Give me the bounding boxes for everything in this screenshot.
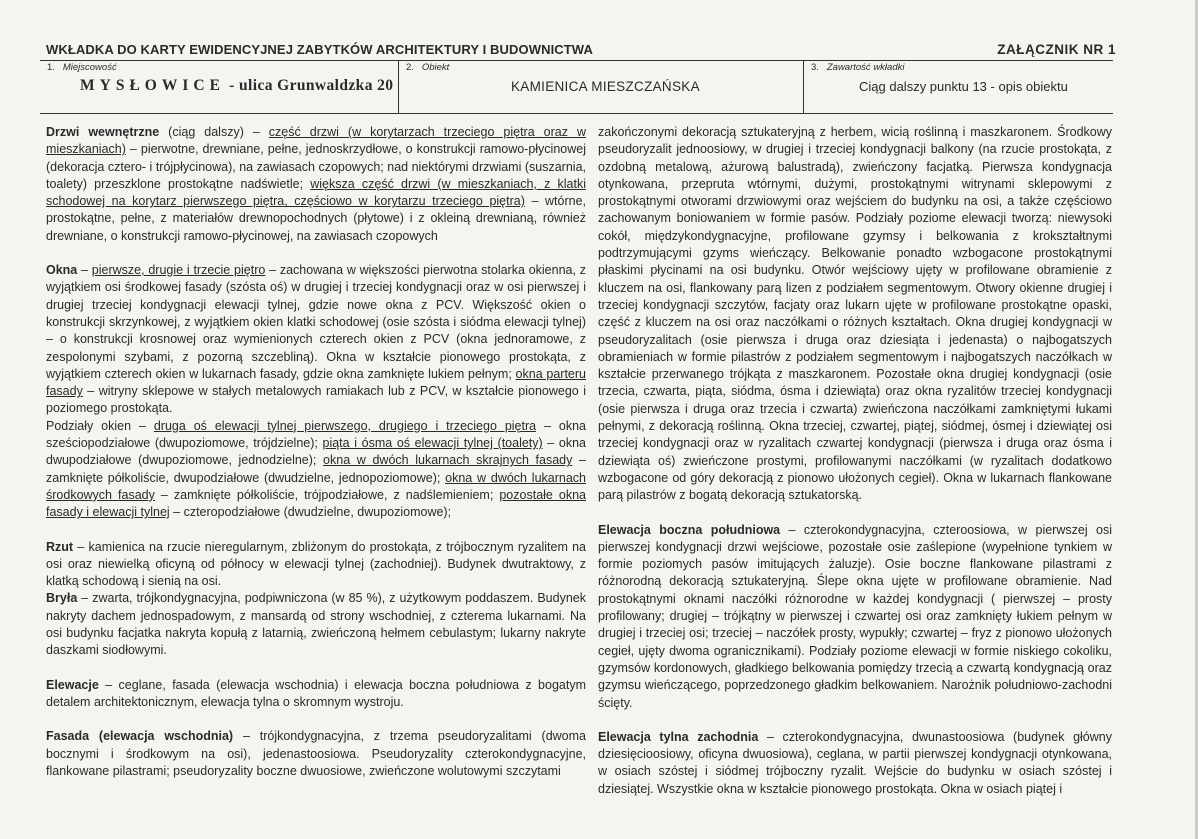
underlined-phrase: druga oś elewacji tylnej pierwszego, drugiego i trzeciego piętra xyxy=(153,418,537,433)
body-text: – zamknięte półkoliście, dwupodziałowe (dwudzielne, jednopoziomowe); xyxy=(46,453,586,485)
annex-label: ZAŁĄCZNIK NR 1 xyxy=(997,42,1116,57)
object-value: KAMIENICA MIESZCZAŃSKA xyxy=(511,79,700,94)
section-heading: Elewacja boczna południowa xyxy=(598,522,781,537)
field-label: Miejscowość xyxy=(62,62,117,73)
city-name: MYSŁOWICE xyxy=(80,77,225,94)
field-number: 2. xyxy=(406,62,414,73)
section-heading: Bryła xyxy=(46,591,78,606)
section-heading: Elewacje xyxy=(46,677,99,692)
body-text: – zamknięte półkoliście, trójpodziałowe, z nadślemieniem; xyxy=(154,487,500,502)
underlined-phrase: piąta i ósma oś elewacji tylnej (toalety) xyxy=(322,436,543,451)
field-object xyxy=(398,61,804,113)
body-text: – xyxy=(77,263,92,278)
paragraph-plan xyxy=(46,539,586,591)
section-heading: Elewacja tylna zachodnia xyxy=(598,729,759,744)
body-text: – czterokondygnacyjna, czteroosiowa, w pierwszej osi pierwszej kondygnacji drzwi wejściowe, pozostałe osie zaślepione (wypełnione tynkiem w formie poziomych pasów imitujących żaluzje). Osie boczne flankowane pilastrami z różnorodną dekoracją sztukateryjną. Ślepe okna ujęte w profilowane obramienie. Nad prostokątnymi oknami naczółki różnorodne w każdej kondygnacji ( pierwszej – prosty profilowany; drugiej – trójkątny w pierwszej i czwartej osi oraz zamknięty łukiem pełnym w drugiej i trzeciej osi; trzeciej – naczółek prosty, wypukły; czwartej – fryz z pionowo ułożonych cegieł, ujęty dwoma ogranicznikami). Podziały poziome elewacji w formie niskiego cokoliku, gzymsów kordonowych, gładkiego belkowania pomiędzy trzecią a czwartą kondygnacją oraz gzymsu wieńczącego, poprzedzonego gładkim belkowaniem. Narożnik południowo-zachodni ścięty. xyxy=(598,522,1112,710)
section-heading: Rzut xyxy=(46,539,74,554)
section-heading: Okna xyxy=(46,263,78,278)
paragraph-mass xyxy=(46,590,586,659)
field-contents xyxy=(803,61,1114,113)
paragraph-doors xyxy=(46,124,586,245)
body-text: – czteropodziałowe (dwudzielne, dwupoziomowe); xyxy=(169,505,452,520)
paragraph-facade-continued xyxy=(598,124,1112,505)
body-text: Podziały okien – xyxy=(46,418,154,433)
field-label: Obiekt xyxy=(421,62,450,73)
underlined-phrase: część drzwi (w korytarzach trzeciego piętra oraz w mieszkaniach) xyxy=(46,125,586,157)
contents-value: Ciąg dalszy punktu 13 - opis obiektu xyxy=(859,79,1068,94)
underlined-phrase: okna w dwóch lukarnach skrajnych fasady xyxy=(323,453,573,468)
field-number: 1. xyxy=(47,62,55,73)
underlined-phrase: okna parteru fasady xyxy=(46,366,586,399)
section-heading: Fasada (elewacja wschodnia) xyxy=(46,729,234,744)
paragraph-windows xyxy=(46,262,586,418)
underlined-phrase: pierwsze, drugie i trzecie piętro xyxy=(91,263,266,278)
paragraph-elevations xyxy=(46,677,586,712)
body-text: – zwarta, trójkondygnacyjna, podpiwniczona (w 85 %), z użytkowym poddaszem. Budynek nakryty dachem jednospadowym, z mansardą od strony wschodniej, z czterema lukarnami. Na osi budynku facjatka nakryta kopułą z latarnią, zwieńczoną hełmem cebulastym; lukarny nakryte daszkami siodłowymi. xyxy=(46,591,586,658)
field-locality xyxy=(40,61,398,113)
paragraph-south-elevation xyxy=(598,522,1112,712)
paragraph-west-elevation xyxy=(598,729,1112,798)
underlined-phrase: okna w dwóch lukarnach środkowych fasady xyxy=(46,470,586,502)
underlined-phrase: większa część drzwi (w mieszkaniach, z klatki schodowej na korytarz pierwszego piętra, częściowo w korytarzu trzeciego piętra) xyxy=(46,176,586,209)
right-column xyxy=(598,124,1112,798)
field-number: 3. xyxy=(811,62,819,73)
field-label: Zawartość wkładki xyxy=(826,62,905,73)
body-text: – czterokondygnacyjna, dwunastoosiowa (budynek główny dziesięcioosiowy, oficyna dwuosiowa), ceglana, w partii pierwszej kondygnacji otynkowana, w osiach szóstej i siódmej trójboczny ryzalit. Wejście do budynku w osiach szóstej i dziesiątej. Wszystkie okna w kształcie pionowego prostokąta. Okna w osiach piątej i xyxy=(598,729,1112,796)
body-text: – okna sześciopodziałowe (dwupoziomowe, trójdzielne); xyxy=(46,418,586,451)
section-heading: Drzwi wewnętrzne xyxy=(46,125,160,139)
left-column xyxy=(46,124,586,780)
form-title: WKŁADKA DO KARTY EWIDENCYJNEJ ZABYTKÓW ARCHITEKTURY I BUDOWNICTWA xyxy=(46,42,593,57)
body-text: – trójkondygnacyjna, z trzema pseudoryzalitami (dwoma bocznymi i środkowym na osi), jedenastoosiowa. Pseudoryzality czterokondygnacyjne, flankowane pilastrami; pseudoryzality boczne dwuosiowe, zwieńczone wolutowymi szczytami xyxy=(46,729,586,778)
paragraph-facade xyxy=(46,728,586,780)
body-text: – ceglane, fasada (elewacja wschodnia) i elewacja boczna południowa z bogatym detalem architektonicznym, elewacja tylna o skromnym wystroju. xyxy=(46,677,586,709)
locality-value xyxy=(80,77,393,95)
body-text: – okna dwupodziałowe (dwupoziomowe, jednodzielne); xyxy=(46,436,586,468)
body-text: – witryny sklepowe w stałych metalowych ramiakach lub z PCV, w kształcie pionowego i poziomego prostokąta. xyxy=(46,384,586,416)
body-text: – kamienica na rzucie nieregularnym, zbliżonym do prostokąta, z trójbocznym ryzalitem na osi oraz niewielką oficyną od północy w elewacji tylnej (zachodniej). Budynek dwutraktowy, z klatką schodową i sienią na osi. xyxy=(46,539,586,589)
paragraph-window-divisions xyxy=(46,418,586,522)
body-text: zakończonymi dekoracją sztukateryjną z herbem, wicią roślinną i maszkaronem. Środkowy pseudoryzalit jednoosiowy, w drugiej i trzeciej kondygnacji balkony (na rzucie prostokąta, z ozdobną metalową, ażurową balustradą), zwieńczony facjatką. Pierwsza kondygnacja otynkowana, przepruta wtórnymi, dużymi, prostokątnymi witrynami sklepowymi z prostokątnymi otworami drzwiowymi oraz wejściem do budynku na osi, a także częściowo zachowanym boniowaniem w formie pasów. Podziały poziome elewacji tworzą: niewysoki cokół, międzykondygnacyjne, profilowane gzymsy i belkowania z krokształtnymi podtrzymującymi gzyms wieńczący. Belkowanie ponadto wzbogacone prostokątnymi płaskimi płycinami na osi budynku. Otwór wejściowy ujęty w profilowane obramienie z kluczem na osi, flankowany parą lizen z podziałem segmentowym. Otwory okienne drugiej i trzeciej kondygnacji szczytów, facjaty oraz lukarn ujęte w profilowane prostokątne opaski, część z kluczem na osi oraz naczółkami o różnych kształtach. Okna drugiej kondygnacji w pseudoryzalitach (osie pierwsza i druga oraz dziesiąta i jedenasta) o najbogatszych obramieniach w formie pilastrów z podziałem segmentowym i najbogatszych naczółkach w kształcie przerwanego trójkąta z maszkaronem. Pozostałe okna drugiej kondygnacji (osie trzecia, czwarta, piąta, siódma, ósma i dziewiąta) oraz okna ryzalitów trzeciej kondygnacji (osie pierwsza i druga oraz trzecia i czwarta) zwieńczona naczółkami zamkniętymi łukami pełnymi, z dekoracją roślinną. Okna trzeciej, czwartej, piątej, siódmej, ósmej i dziewiątej osi trzeciej kondygnacji oraz w ryzalitach czwartej kondygnacji (pierwsza i druga oraz ósma i dziewiąta oś) zwieńczone prostymi, profilowanymi naczółkami (w ryzalitach dodatkowo wzbogacone od góry dekoracją z pionowo ułożonych cegieł). Okna w lukarnach flankowane parą pilastrów z bogatą dekoracją sztukatorską. xyxy=(598,125,1112,503)
body-text: – pierwotne, drewniane, pełne, jednoskrzydłowe, o konstrukcji ramowo-płycinowej (dekoracja cztero- i trójpłycinowa), na zawiasach czopowych; nad niektórymi drzwiami (suszarnia, toalety) przeszklone prostokątne nadświetle; xyxy=(46,142,586,191)
body-text: – zachowana w większości pierwotna stolarka okienna, z wyjątkiem osi środkowej fasady (szósta oś) w drugiej i trzeciej kondygnacji oraz w osi pierwszej i drugiej trzeciej kondygnacji elewacji tylnej, gdzie nowe okna z PCV. Większość okien o konstrukcji skrzynkowej, z wyjątkiem okien klatki schodowej (osie szósta i siódma elewacji tylnej) – o konstrukcji krosnowej oraz wymienionych czterech okien z PCV (okna jednoramowe, z zespolonymi szybami, z pozorną szczebliną). Okna w kształcie pionowego prostokąta, z wyjątkiem czterech okien w lukarnach fasady, gdzie okna zamknięte lukiem pełnym; xyxy=(46,263,586,381)
underlined-phrase: pozostałe okna fasady i elewacji tylnej xyxy=(46,487,587,520)
body-text: – wtórne, prostokątne, pełne, z materiałów drewnopochodnych (płytowe) i z okleiną drewnianą, również drewniane, o konstrukcji ramowo-płycinowej, na zawiasach czopowych xyxy=(46,194,587,243)
body-text: (ciąg dalszy) – xyxy=(159,125,269,139)
header-table xyxy=(40,60,1113,114)
street-address: - ulica Grunwaldzka 20 xyxy=(224,77,394,94)
